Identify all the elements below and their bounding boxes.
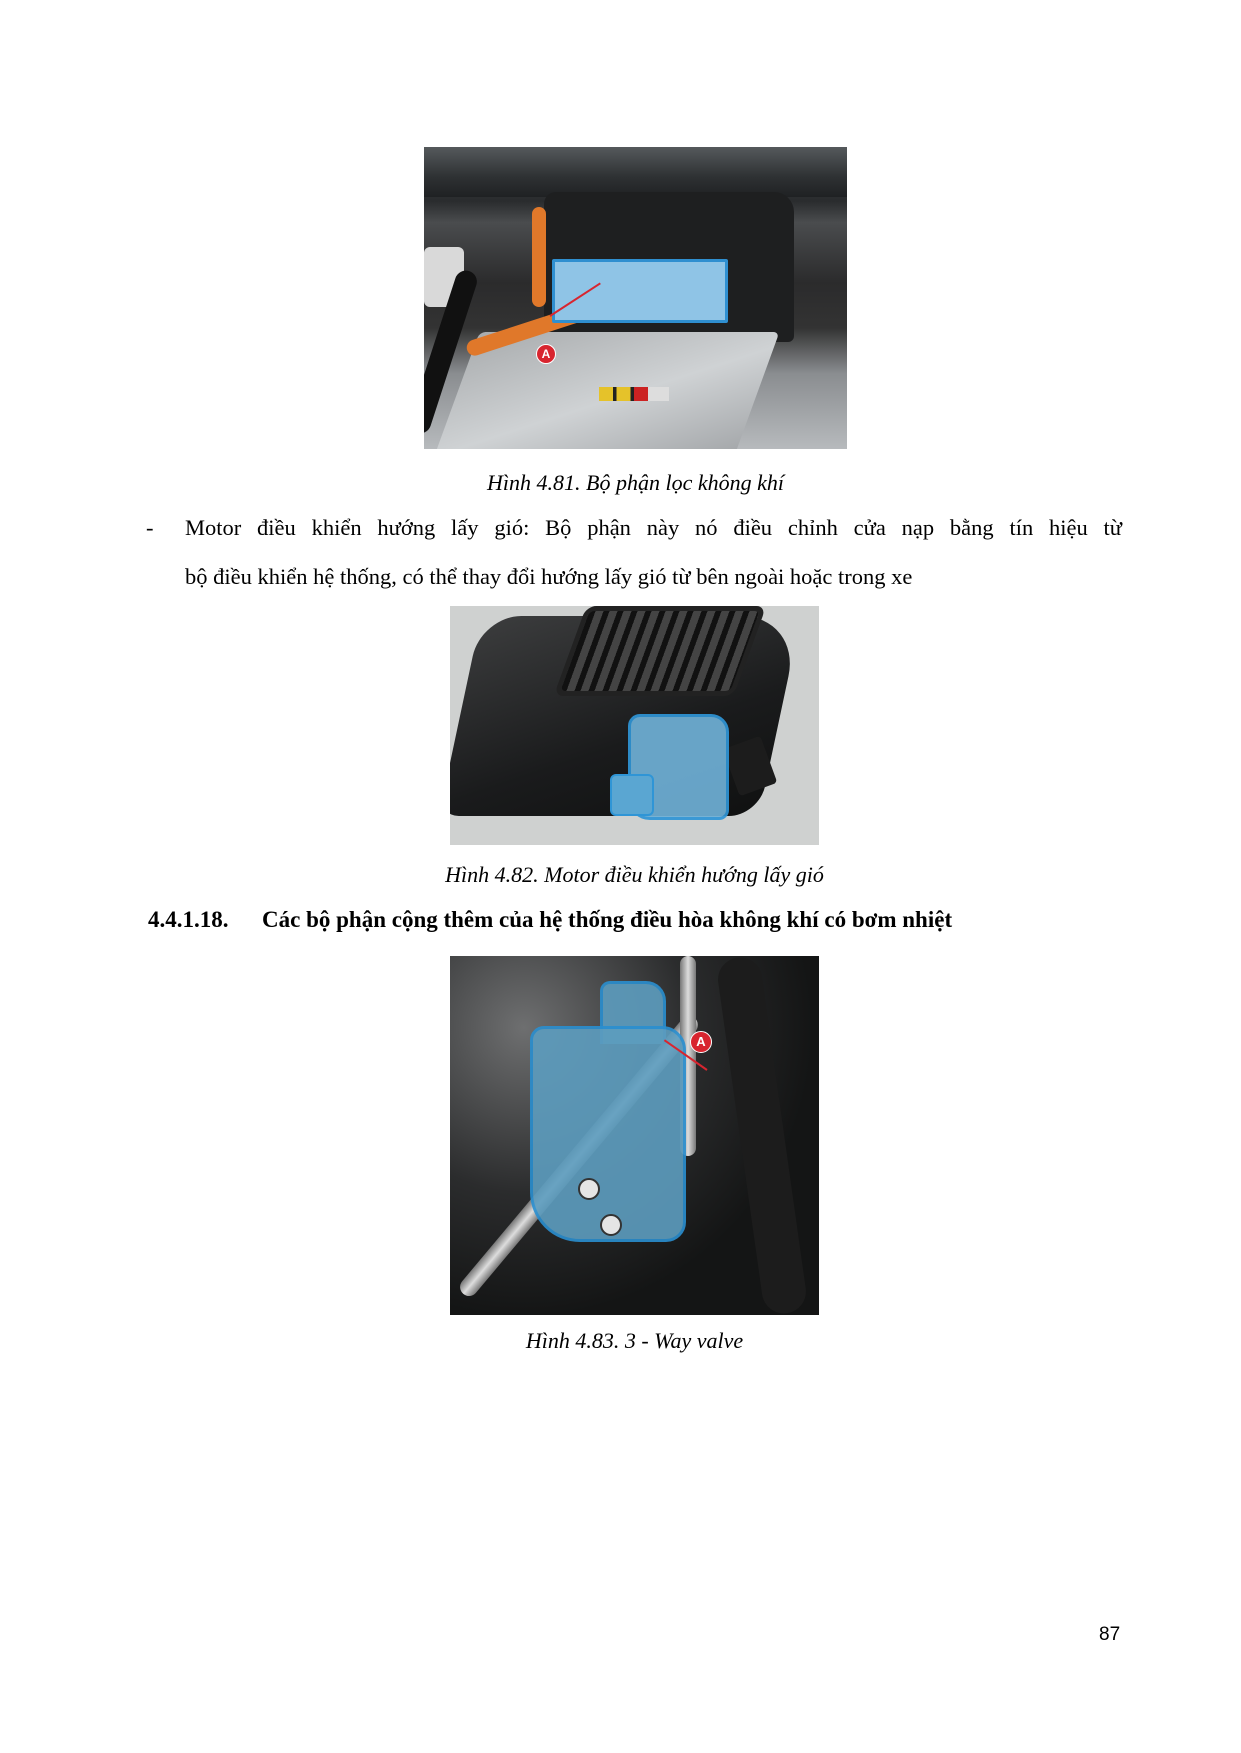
- intake-grille: [554, 606, 767, 696]
- figure-caption: Hình 4.83. 3 - Way valve: [525, 1328, 744, 1353]
- page-number: 87: [1099, 1624, 1121, 1645]
- bolt-icon: [578, 1178, 600, 1200]
- figure-air-filter-photo: [424, 147, 847, 449]
- three-way-valve-highlight: [530, 1026, 686, 1242]
- coolant-hose: [715, 956, 809, 1315]
- cowl-panel: [424, 147, 847, 197]
- bolt-icon: [600, 1214, 622, 1236]
- figure-intake-motor-photo: [450, 606, 819, 845]
- figure-caption: Hình 4.81. Bộ phận lọc không khí: [487, 470, 784, 495]
- figure-caption: Hình 4.82. Motor điều khiển hướng lấy gió: [445, 862, 824, 887]
- section-title: Các bộ phận cộng thêm của hệ thống điều hòa không khí có bơm nhiệt: [262, 907, 953, 932]
- bullet-marker: -: [146, 515, 154, 540]
- air-filter-highlight: [552, 259, 728, 323]
- callout-badge: A: [536, 344, 556, 364]
- figure-3-way-valve-photo: [450, 956, 819, 1315]
- bullet-text-line-2: bộ điều khiển hệ thống, có thể thay đổi hướng lấy gió từ bên ngoài hoặc trong xe: [185, 564, 913, 589]
- bullet-text-line-1: Motor điều khiển hướng lấy gió: Bộ phận này nó điều chỉnh cửa nạp bằng tín hiệu từ: [185, 515, 1122, 540]
- orange-harness: [532, 207, 546, 307]
- warning-label: [599, 387, 669, 401]
- actuator-connector: [610, 774, 654, 816]
- callout-badge: A: [690, 1031, 712, 1053]
- section-number: 4.4.1.18.: [148, 907, 229, 932]
